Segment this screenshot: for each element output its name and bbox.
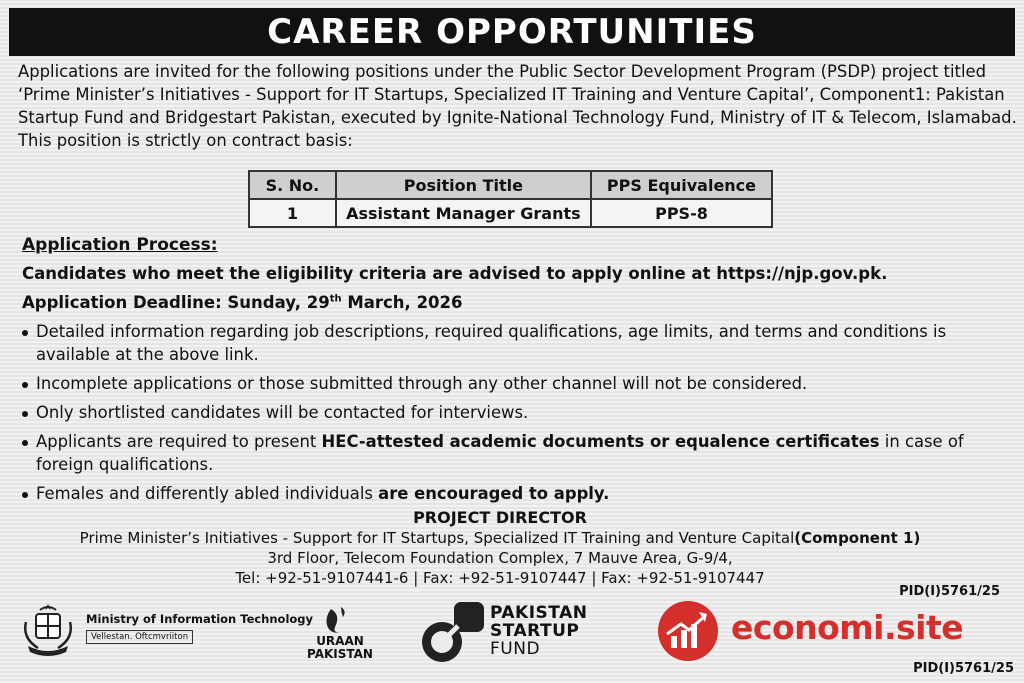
signatory-project <box>50 528 950 548</box>
psf-line: FUND <box>490 639 541 659</box>
startup-fund-icon <box>414 600 486 664</box>
pid-number: PID(I)5761/25 <box>899 584 1000 599</box>
project-name: Prime Minister’s Initiatives - Support for IT Startups, Specialized IT Training and Venture Capital <box>79 529 795 547</box>
pakistan-startup-fund-logo <box>414 600 604 665</box>
bullet-text: Only shortlisted candidates will be contacted for interviews. <box>36 403 529 422</box>
intro-line: ‘Prime Minister’s Initiatives - Support for IT Startups, Specialized IT Training and Venture Capital’, Component1: Pakistan <box>18 85 1005 104</box>
ministry-name: Ministry of Information Technology <box>86 612 314 626</box>
column-header-sno: S. No. <box>249 171 336 199</box>
deadline-prefix: Application Deadline: Sunday, 29 <box>22 293 330 312</box>
cell-sno: 1 <box>249 199 336 227</box>
signatory-address: 3rd Floor, Telecom Foundation Complex, 7 Mauve Area, G-9/4, <box>267 549 733 567</box>
ministry-subtitle: Vellestan. Oftcmvriiton <box>86 630 193 644</box>
column-header-position: Position Title <box>336 171 591 199</box>
list-item <box>18 401 1008 424</box>
economi-site-logo <box>655 600 975 662</box>
uraan-line: URAAN <box>316 634 364 648</box>
list-item <box>18 372 1008 395</box>
bullet-text: Applicants are required to present <box>36 432 322 451</box>
intro-line: Startup Fund and Bridgestart Pakistan, executed by Ignite-National Technology Fund, Ministry of IT & Telecom, Islamabad. <box>18 108 1017 127</box>
list-item <box>18 482 1008 505</box>
bullet-text: in case of foreign qualifications. <box>36 432 964 474</box>
intro-line: Applications are invited for the following positions under the Public Sector Development Program (PSDP) project titled <box>18 62 986 81</box>
table-row <box>249 199 772 227</box>
signatory-contacts: Tel: +92-51-9107441-6 | Fax: +92-51-9107447 | Fax: +92-51-9107447 <box>235 569 765 587</box>
list-item <box>18 430 1008 476</box>
ministry-logo <box>18 600 314 660</box>
application-process-heading: Application Process: <box>22 235 218 255</box>
uraan-pakistan-logo <box>300 603 380 663</box>
cell-position-title: Assistant Manager Grants <box>336 199 591 227</box>
pakistan-emblem-icon <box>18 600 78 660</box>
list-item <box>18 320 1008 366</box>
positions-table <box>248 170 773 228</box>
apply-online-line: Candidates who meet the eligibility criteria are advised to apply online at https://njp.gov.pk. <box>22 264 888 283</box>
component-label: (Component 1) <box>794 529 921 547</box>
page-title: CAREER OPPORTUNITIES <box>9 8 1015 56</box>
instructions-list <box>18 320 1008 511</box>
column-header-pps: PPS Equivalence <box>591 171 772 199</box>
psf-text <box>490 604 587 658</box>
uraan-text <box>300 635 380 661</box>
growth-chart-icon <box>655 600 721 662</box>
cell-pps: PPS-8 <box>591 199 772 227</box>
bullet-text: Incomplete applications or those submitted through any other channel will not be considered. <box>36 374 808 393</box>
uraan-line: PAKISTAN <box>307 647 373 661</box>
intro-line: This position is strictly on contract basis: <box>18 131 353 150</box>
signatory-title: PROJECT DIRECTOR <box>413 508 587 527</box>
table-header-row <box>249 171 772 199</box>
bullet-bold-text: are encouraged to apply. <box>378 484 610 503</box>
bullet-text: Females and differently abled individuals <box>36 484 379 503</box>
bullet-text: Detailed information regarding job descriptions, required qualifications, age limits, and terms and conditions is available at the above link. <box>36 322 947 364</box>
deadline-line <box>22 293 463 312</box>
intro-paragraph <box>18 60 1018 152</box>
economi-text: economi.site <box>731 608 964 647</box>
deadline-suffix: March, 2026 <box>341 293 463 312</box>
deadline-superscript: th <box>329 293 342 305</box>
psf-line: STARTUP <box>490 621 580 641</box>
uraan-bird-icon <box>323 605 357 635</box>
signature-block <box>50 508 950 588</box>
psf-line: PAKISTAN <box>490 603 588 623</box>
bullet-bold-text: HEC-attested academic documents or equalence certificates <box>321 432 880 451</box>
pid-number-footer: PID(I)5761/25 <box>913 661 1014 676</box>
